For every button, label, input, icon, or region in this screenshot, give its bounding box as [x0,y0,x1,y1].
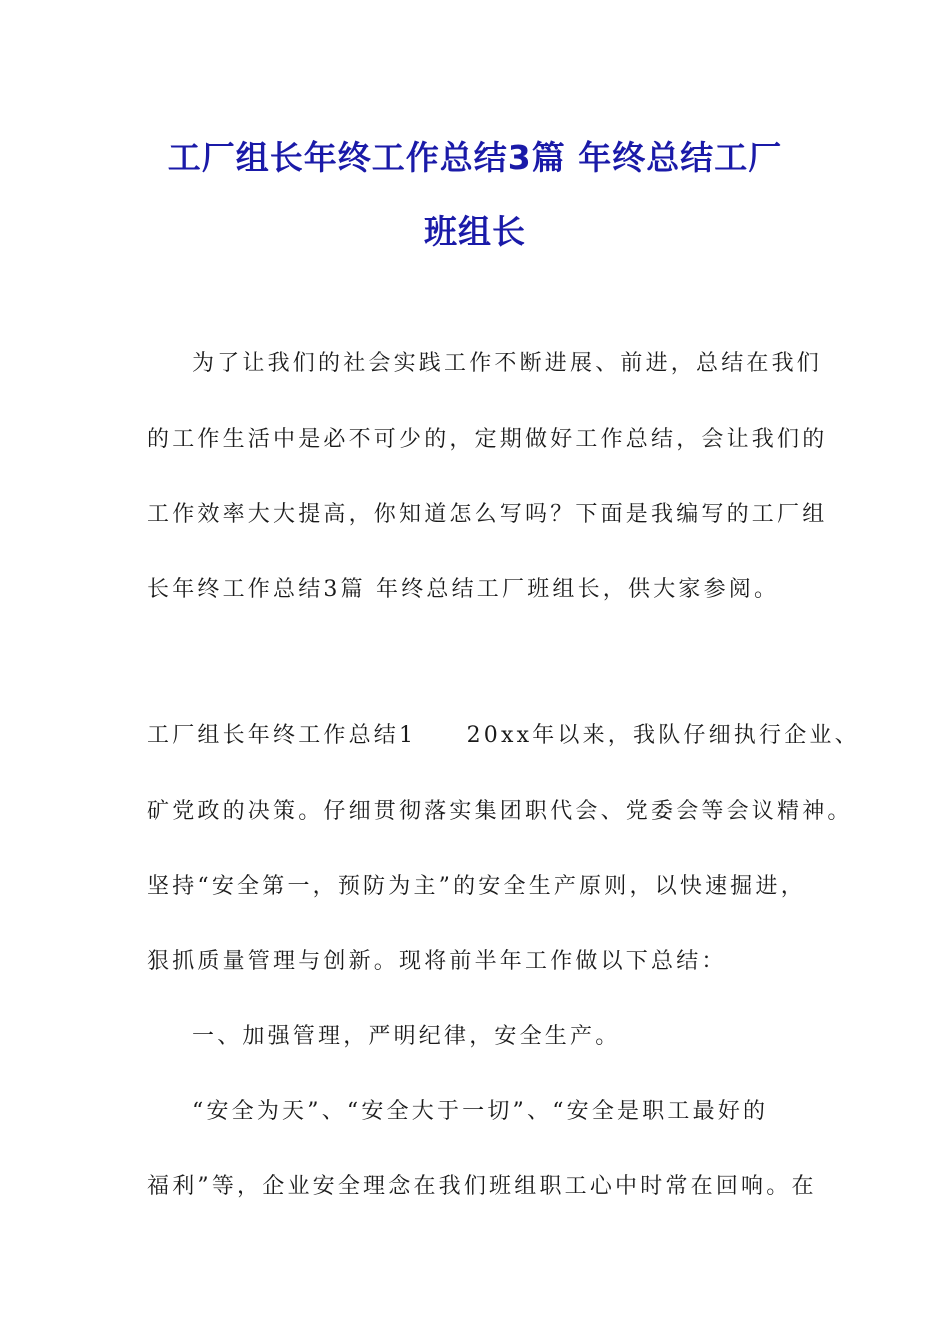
intro-paragraph-line: 长年终工作总结3篇 年终总结工厂班组长，供大家参阅。 [147,577,780,602]
document-title-line-1: 工厂组长年终工作总结3篇 年终总结工厂 [167,138,783,177]
body-paragraph-line: “安全为天”、“安全大于一切”、“安全是职工最好的 [192,1099,769,1124]
body-paragraph-line: 矿党政的决策。仔细贯彻落实集团职代会、党委会等会议精神。 [147,799,853,824]
intro-paragraph-line: 的工作生活中是必不可少的，定期做好工作总结，会让我们的 [147,427,828,452]
intro-paragraph-line: 工作效率大大提高，你知道怎么写吗？下面是我编写的工厂组 [147,502,828,527]
section-heading: 一、加强管理，严明纪律，安全生产。 [192,1024,621,1049]
body-paragraph-line: 福利”等，企业安全理念在我们班组职工心中时常在回响。在 [147,1174,817,1199]
body-paragraph-line: 工厂组长年终工作总结1 20xx年以来，我队仔细执行企业、 [147,723,860,748]
document-title-line-2: 班组长 [424,212,526,251]
intro-paragraph-line: 为了让我们的社会实践工作不断进展、前进，总结在我们 [192,351,823,376]
body-paragraph-line: 狠抓质量管理与创新。现将前半年工作做以下总结： [147,949,727,974]
body-paragraph-line: 坚持“安全第一，预防为主”的安全生产原则，以快速掘进， [147,874,806,899]
